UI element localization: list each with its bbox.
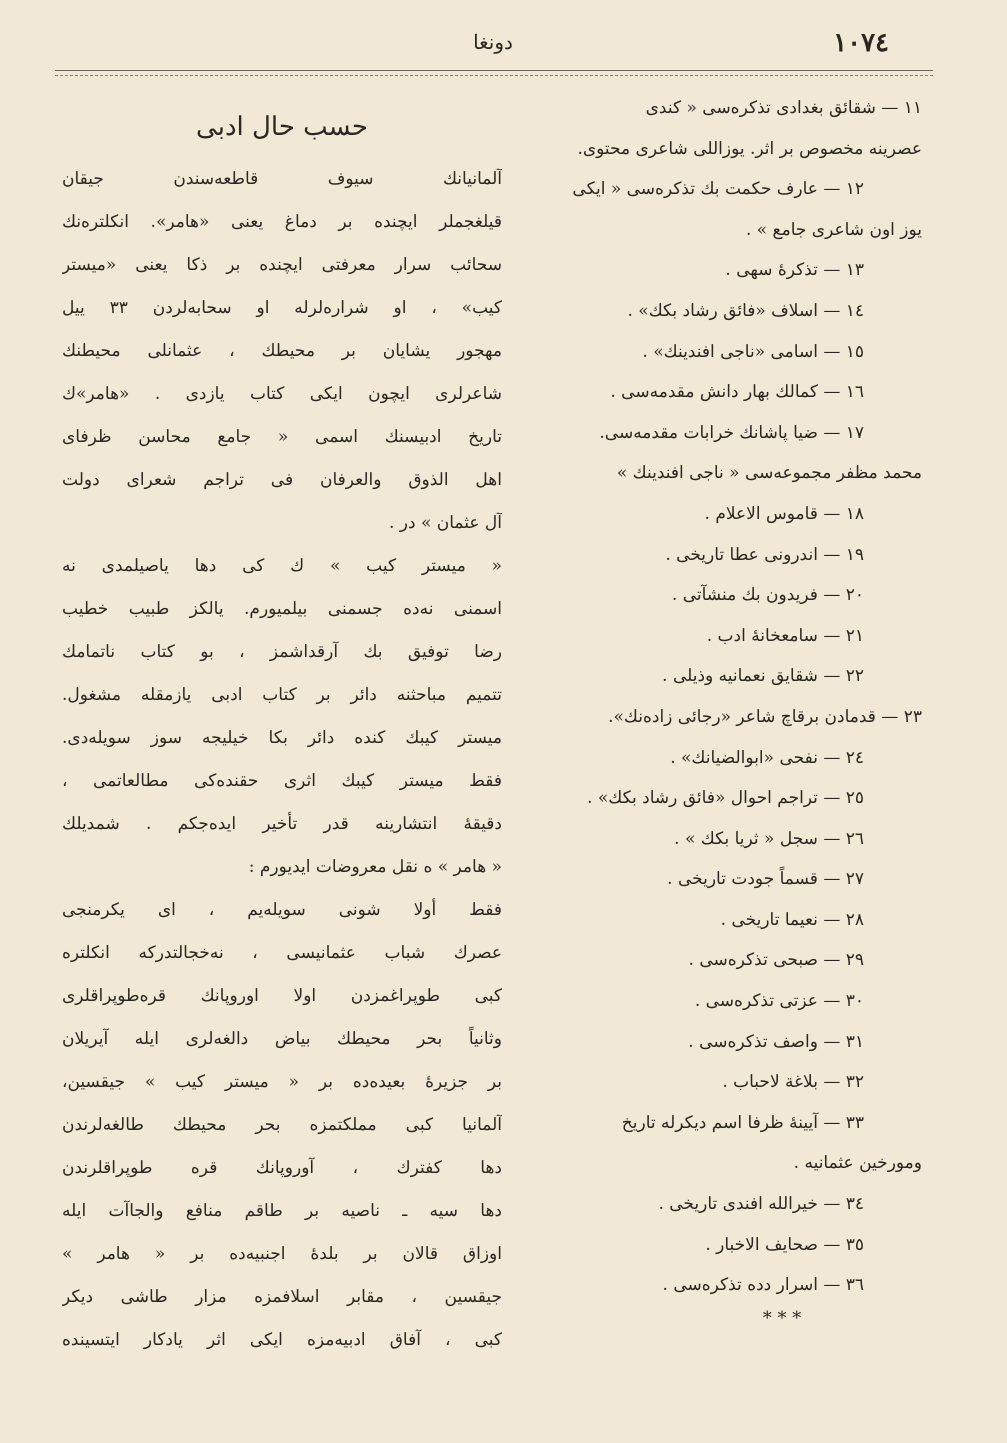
text-line: دها سیە ـ ناصیه بر طاقم منافع والجاآت ایله <box>62 1201 502 1221</box>
text-line: میستر کیبك کندە دائر بکا خیلیجه سوز سویلەدی. <box>62 728 502 748</box>
text-line: دها کفترك ، آوروپانك قرە طوپراقلرندن <box>62 1158 502 1178</box>
list-item: ٢٧ — قسماً جودت تاریخی . <box>667 869 864 890</box>
text-line: آل عثمان » در . <box>388 513 502 533</box>
text-line: قیلغجملر ایچندە بر دماغ یعنی «هامر». انکلترەنك <box>62 212 502 232</box>
text-line: رضا توفیق بك آرقداشمز ، بو کتاب ناتمامك <box>62 642 502 662</box>
list-item: ١٧ — ضیا پاشانك خرابات مقدمەسی. <box>599 422 864 443</box>
text-line: تاریخ ادبیسنك اسمی « جامع محاسن ظرفای <box>62 427 502 447</box>
text-line: آلمانیا کبی مملکتمزە بحر محیطك طالغەلرندن <box>62 1115 502 1135</box>
text-line: آلمانیانك سیوف قاطعەسندن جیقان <box>62 169 502 189</box>
list-item: ٣٠ — عزتی تذکرەسی . <box>694 991 864 1012</box>
list-item: محمد مظفر مجموعەسی « ناجی افندینك » <box>616 463 922 484</box>
text-line: کبی ، آفاق ادبیەمزە ایکی اثر یادکار ایتسینده <box>62 1330 502 1350</box>
list-item: ٢٨ — نعیما تاریخی . <box>720 909 864 930</box>
essay-column <box>62 96 502 1362</box>
list-item: ١٦ — کمالك بهار دانش مقدمەسی . <box>610 382 864 403</box>
list-item: ١٣ — تذکرۀ سهی . <box>725 260 864 281</box>
list-item: ١٥ — اسامی «ناجی افندینك» . <box>642 341 864 362</box>
text-line: عصرك شباب عثمانیسی ، نەخجالتدرکه انکلترە <box>62 943 502 963</box>
list-item: ٢٩ — صبحی تذکرەسی . <box>688 950 864 971</box>
text-line: سحائب سرار معرفتی ایچندە بر ذکا یعنی «میستر <box>62 255 502 275</box>
list-item: ١٢ — عارف حکمت بك تذکرەسی « ایکی <box>572 179 864 200</box>
text-line: فقط أولا شونی سویلەیم ، ای یکرمنجی <box>62 900 502 920</box>
text-line: جیقسین ، مقابر اسلافمزە مزار طاشی دیکر <box>62 1287 502 1307</box>
text-line: شاعرلری ایچون ایکی کتاب یازدی . «هامر»ك <box>62 384 502 404</box>
section-ornament: * * * <box>762 1307 802 1329</box>
list-item: ٣٤ — خیرالله افندی تاریخی . <box>658 1194 864 1215</box>
list-item: ٢٣ — قدمادن برقاچ شاعر «رجائی زادەنك». <box>608 706 922 727</box>
text-line: اسمنی نەدە جسمنی بیلمیورم. یالکز طبیب خطیب <box>62 599 502 619</box>
list-item: ٢٤ — نفحی «ابوالضیانك» . <box>670 747 864 768</box>
text-line: تتمیم مباحثنه دائر بر کتاب ادبی یازمقله مشغول. <box>62 685 502 705</box>
list-item: ٢٢ — شقایق نعمانیه وذیلی . <box>662 666 864 687</box>
text-line: اهل الذوق والعرفان فی تراجم شعرای دولت <box>62 470 502 490</box>
list-item: ١٤ — اسلاف «فائق رشاد بکك» . <box>627 300 864 321</box>
text-line: وثانیاً بحر محیطك بیاض دالغەلری ایله آیریلان <box>62 1029 502 1049</box>
list-item: عصرینه مخصوص بر اثر. یوزاللی شاعری محتوی. <box>577 138 922 159</box>
list-item: یوز اون شاعری جامع » . <box>745 219 922 240</box>
list-item: ٢٥ — تراجم احوال «فائق رشاد بکك» . <box>587 788 864 809</box>
page-number: ١٠٧٤ <box>833 28 889 58</box>
list-item: ٣٣ — آیینۀ ظرفا اسم دیکرله تاریخ <box>621 1112 864 1133</box>
text-line: « هامر » ە نقل معروضات ایدیورم : <box>248 857 502 877</box>
running-title: دونغا <box>473 30 513 54</box>
list-item: ٣٢ — بلاغة لاحباب . <box>722 1072 864 1093</box>
text-line: « میستر کیب » ك کی دها یاصیلمدی نه <box>62 556 502 576</box>
bibliography-column <box>522 88 922 1328</box>
text-line: مهجور یشایان بر محیطك ، عثمانلی محیطنك <box>62 341 502 361</box>
text-line: دقیقۀ انتشارینه قدر تأخیر ایدەجکم . شمدیلك <box>62 814 502 834</box>
list-item: ٣٦ — اسرار دده تذکرەسی . <box>662 1275 864 1296</box>
list-item: ١١ — شقائق بغدادی تذکرەسی « کندی <box>645 98 922 118</box>
list-item: ومورخین عثمانیه . <box>793 1153 922 1174</box>
header-rule <box>55 70 933 76</box>
text-line: کبی طوپراغمزدن اولا اوروپانك قرەطوپراقلری <box>62 986 502 1006</box>
list-item: ٣١ — واصف تذکرەسی . <box>688 1031 864 1052</box>
list-item: ٢١ — سامعخانۀ ادب . <box>706 625 864 646</box>
text-line: بر جزیرۀ بعیدەدە بر « میستر کیب » جیقسین، <box>62 1072 502 1092</box>
list-item: ٢٦ — سجل « ثریا بکك » . <box>674 828 864 849</box>
list-item: ٢٠ — فریدون بك منشآتی . <box>671 585 864 606</box>
article-title: حسب حال ادبی <box>196 112 368 142</box>
list-item: ٣٥ — صحایف الاخبار . <box>705 1234 864 1255</box>
list-item: ١٩ — اندرونی عطا تاریخی . <box>665 544 864 565</box>
list-item: ١٨ — قاموس الاعلام . <box>704 503 864 524</box>
text-line: فقط میستر کیبك اثری حقندەکی مطالعاتمی ، <box>62 771 502 791</box>
text-line: کیب» ، او شرارەلرله او سحابەلردن ٣٣ ییل <box>62 298 502 318</box>
text-line: اوزاق قالان بر بلدۀ اجنبیەدە بر « هامر » <box>62 1244 502 1264</box>
